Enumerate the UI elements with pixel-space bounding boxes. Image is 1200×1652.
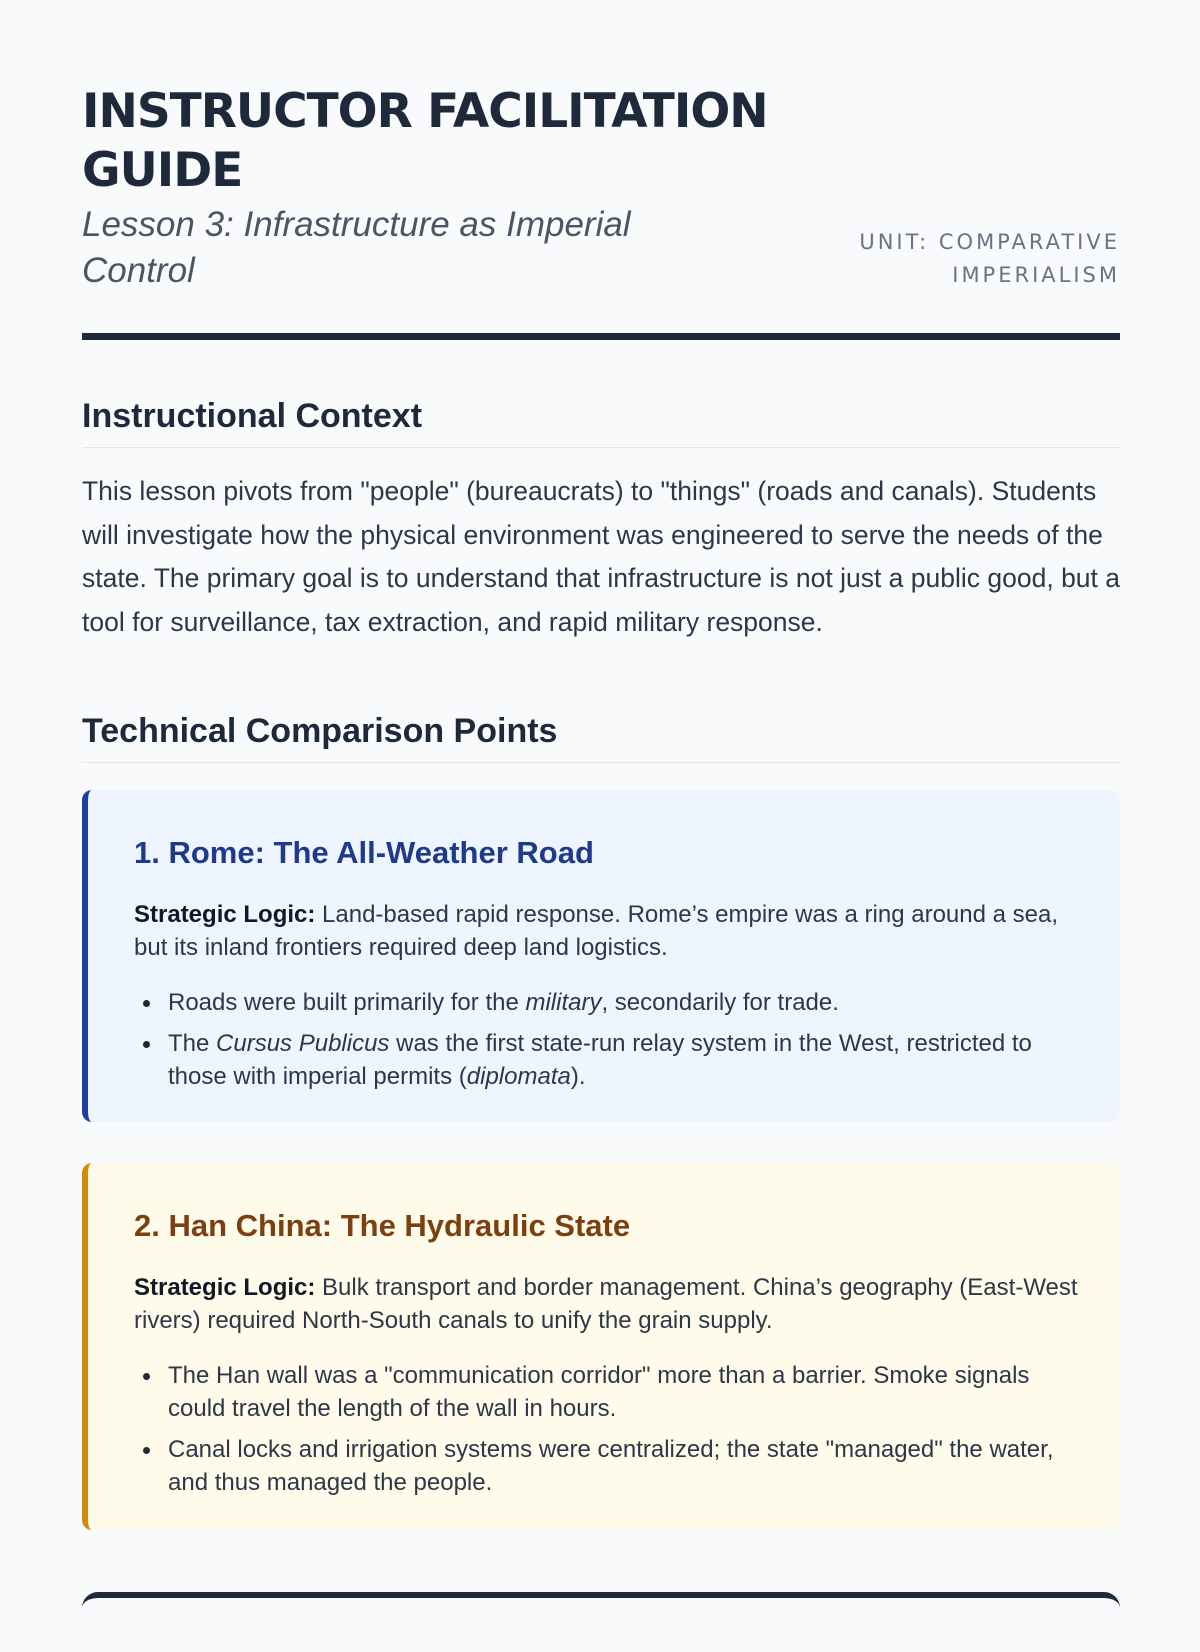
rome-card-title: 1. Rome: The All-Weather Road: [134, 835, 594, 870]
bullet-emphasis: military: [525, 989, 602, 1016]
lesson-subtitle: Lesson 3: Infrastructure as Imperial Control: [82, 205, 631, 290]
list-item: Canal locks and irrigation systems were centralized; the state "managed" the water, and thus managed the people.: [168, 1433, 1080, 1499]
unit-label: UNIT: COMPARATIVE IMPERIALISM: [859, 230, 1120, 287]
rome-bullet-list: [134, 986, 1080, 1093]
list-item: [168, 986, 1080, 1019]
header-divider: [82, 333, 1120, 340]
han-strategic-logic: [134, 1271, 1080, 1337]
bullet-text: Roads were built primarily for the: [168, 989, 526, 1016]
han-comparison-card: [82, 1163, 1120, 1530]
bullet-text: , secondarily for trade.: [601, 989, 839, 1016]
technical-comparison-heading: Technical Comparison Points: [82, 708, 1120, 763]
bullet-emphasis: diplomata: [466, 1063, 571, 1090]
bullet-text: The: [168, 1030, 217, 1057]
next-card-edge: [82, 1592, 1120, 1652]
han-logic-text: Bulk transport and border management. China’s geography (East-West rivers) required North-South canals to unify the grain supply.: [134, 1274, 1078, 1334]
han-card-title: 2. Han China: The Hydraulic State: [134, 1208, 631, 1243]
bullet-emphasis: Cursus Publicus: [216, 1030, 390, 1057]
strategic-logic-label: Strategic Logic:: [134, 1274, 316, 1301]
page-title: INSTRUCTOR FACILITATION GUIDE: [82, 84, 768, 198]
bullet-text: ).: [570, 1063, 586, 1090]
document-header: [82, 0, 1120, 341]
instructional-context-heading: Instructional Context: [82, 393, 1120, 448]
bullet-text: was the first state-run relay system in the West, restricted to those with imperial permits (: [168, 1030, 1032, 1090]
list-item: The Han wall was a "communication corridor" more than a barrier. Smoke signals could travel the length of the wall in hours.: [168, 1359, 1080, 1425]
han-bullet-list: [134, 1359, 1080, 1499]
rome-comparison-card: [82, 790, 1120, 1122]
rome-logic-text: Land-based rapid response. Rome’s empire was a ring around a sea, but its inland frontiers required deep land logistics.: [134, 901, 1059, 961]
guide-page: [82, 0, 1121, 1496]
strategic-logic-label: Strategic Logic:: [134, 901, 316, 928]
rome-strategic-logic: [134, 898, 1080, 964]
list-item: [168, 1027, 1080, 1093]
instructional-context-text: This lesson pivots from "people" (bureaucrats) to "things" (roads and canals). Students will investigate how the physical environment was engineered to serve the needs of the state. The primary goal is to understand that infrastructure is not just a public good, but a tool for surveillance, tax extraction, and rapid military response.: [82, 476, 1121, 637]
